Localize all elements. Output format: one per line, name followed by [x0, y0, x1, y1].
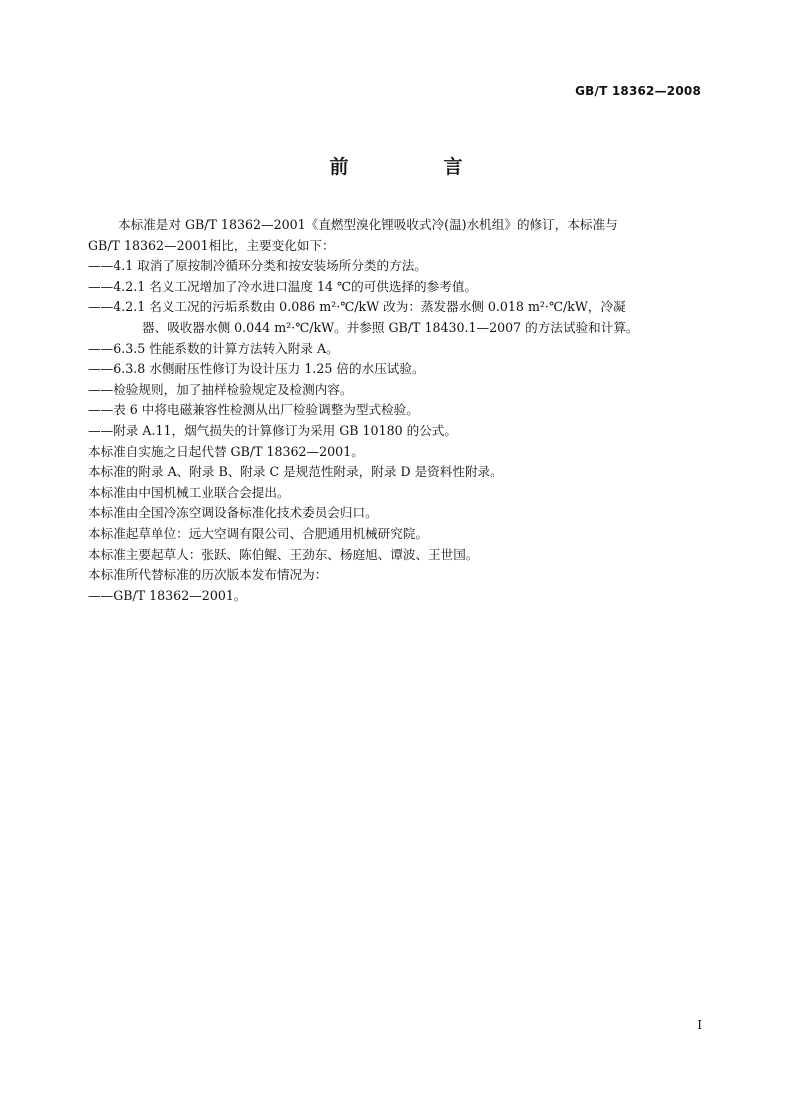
- change-item-6: ——检验规则，加了抽样检验规定及检测内容。: [88, 381, 353, 397]
- change-item-3: ——4.2.1 名义工况的污垢系数由 0.086 m²·℃/kW 改为：蒸发器水侧 0.018 m²·℃/kW，冷凝: [88, 299, 626, 315]
- foreword-body: [88, 215, 706, 606]
- change-item-5: ——6.3.8 水侧耐压性修订为设计压力 1.25 倍的水压试验。: [88, 361, 425, 377]
- drafting-units-statement: 本标准起草单位：远大空调有限公司、合肥通用机械研究院。: [88, 525, 429, 541]
- page-title: 前 言: [329, 156, 501, 178]
- change-item-4: ——6.3.5 性能系数的计算方法转入附录 A。: [88, 340, 339, 356]
- change-item-8: ——附录 A.11，烟气损失的计算修订为采用 GB 10180 的公式。: [88, 422, 457, 438]
- drafters-statement: 本标准主要起草人：张跃、陈伯鲲、王劲东、杨庭旭、谭波、王世国。: [88, 546, 479, 562]
- change-item-2: ——4.2.1 名义工况增加了冷水进口温度 14 ℃的可供选择的参考值。: [88, 278, 478, 294]
- change-item-1: ——4.1 取消了原按制冷循环分类和按安装场所分类的方法。: [88, 258, 427, 274]
- history-item: ——GB/T 18362—2001。: [88, 587, 247, 603]
- replacement-statement: 本标准自实施之日起代替 GB/T 18362—2001。: [88, 443, 364, 459]
- intro-line-1: 本标准是对 GB/T 18362—2001《直燃型溴化锂吸收式冷(温)水机组》的修订，本标准与: [118, 217, 618, 232]
- annex-statement: 本标准的附录 A、附录 B、附录 C 是规范性附录，附录 D 是资料性附录。: [88, 464, 503, 480]
- page-number: I: [697, 1018, 702, 1032]
- committee-statement: 本标准由全国冷冻空调设备标准化技术委员会归口。: [88, 505, 378, 521]
- intro-line-2: GB/T 18362—2001相比，主要变化如下：: [88, 237, 335, 253]
- standard-code: GB/T 18362—2008: [575, 84, 701, 98]
- change-item-7: ——表 6 中将电磁兼容性检测从出厂检验调整为型式检验。: [88, 402, 419, 418]
- change-item-3-continuation: 器、吸收器水侧 0.044 m²·℃/kW。并参照 GB/T 18430.1—2007 的方法试验和计算。: [142, 319, 639, 335]
- proposer-statement: 本标准由中国机械工业联合会提出。: [88, 484, 290, 500]
- history-statement: 本标准所代替标准的历次版本发布情况为：: [88, 567, 328, 583]
